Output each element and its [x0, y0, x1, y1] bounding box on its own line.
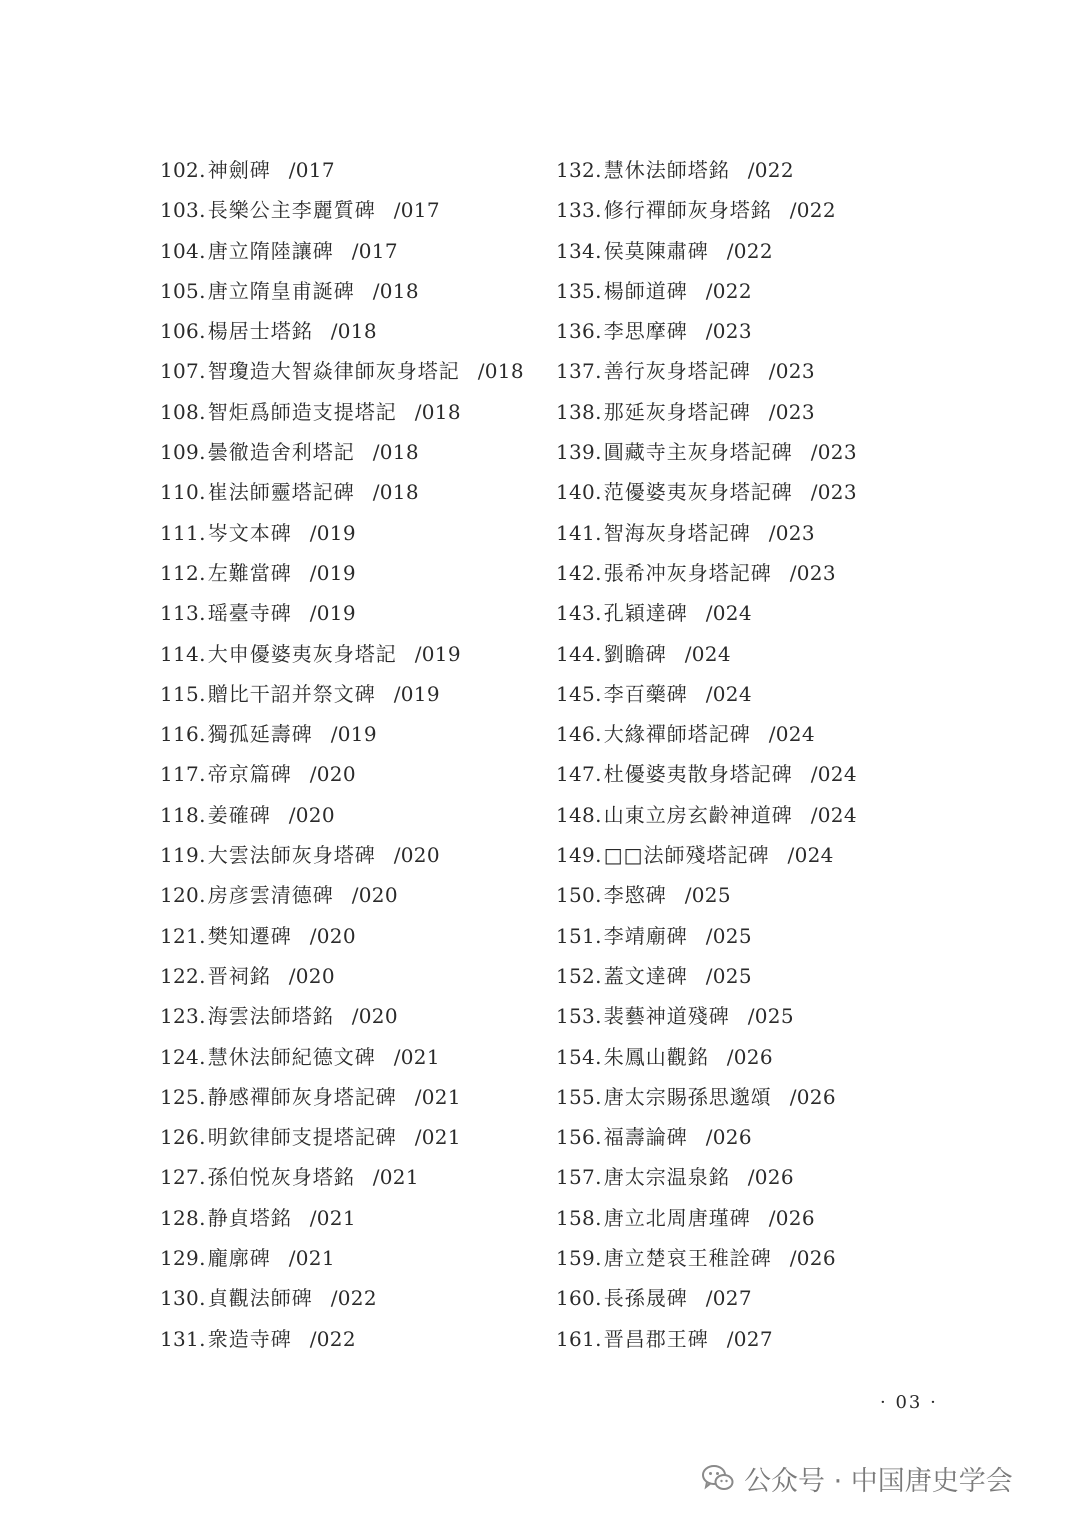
toc-entry	[556, 311, 857, 351]
entry-title: 姜確碑	[207, 802, 271, 827]
entry-number: 108.	[160, 399, 206, 424]
entry-page: /025	[705, 963, 752, 988]
toc-entry	[160, 875, 524, 915]
entry-number: 129.	[160, 1246, 206, 1271]
entry-page: /020	[393, 843, 440, 868]
entry-title: 帝京篇碑	[207, 762, 292, 787]
entry-number: 145.	[556, 681, 602, 706]
toc-entry	[160, 754, 524, 794]
entry-number: 148.	[556, 802, 602, 827]
entry-page: /027	[726, 1326, 773, 1351]
entry-number: 131.	[160, 1326, 206, 1351]
entry-title: 静感禪師灰身塔記碑	[207, 1084, 397, 1109]
entry-page: /025	[747, 1004, 794, 1029]
entry-title: 慧休法師紀德文碑	[207, 1044, 376, 1069]
toc-entry	[160, 674, 524, 714]
entry-number: 143.	[556, 601, 602, 626]
entry-title: 孔穎達碑	[603, 601, 688, 626]
toc-entry	[160, 1157, 524, 1197]
toc-entry	[556, 916, 857, 956]
entry-title: 山東立房玄齡神道碑	[603, 802, 793, 827]
entry-title: 善行灰身塔記碑	[603, 359, 751, 384]
entry-page: /023	[705, 319, 752, 344]
watermark-text: 公众号 · 中国唐史学会	[744, 1465, 1013, 1497]
toc-entry	[160, 1198, 524, 1238]
entry-number: 117.	[160, 762, 206, 787]
entry-page: /025	[705, 923, 752, 948]
entry-title: 楊師道碑	[603, 278, 688, 303]
toc-entry	[556, 634, 857, 674]
toc-entry	[556, 392, 857, 432]
entry-page: /026	[789, 1084, 836, 1109]
entry-number: 115.	[160, 681, 206, 706]
entry-title: 福壽論碑	[603, 1125, 688, 1150]
entry-title: □□法師殘塔記碑	[603, 843, 770, 868]
entry-title: 崔法師靈塔記碑	[207, 480, 355, 505]
entry-title: 大緣禪師塔記碑	[603, 722, 751, 747]
toc-entry	[160, 1278, 524, 1318]
toc-entry	[556, 754, 857, 794]
entry-page: /019	[309, 520, 356, 545]
entry-number: 122.	[160, 963, 206, 988]
toc-entry	[160, 472, 524, 512]
entry-number: 112.	[160, 560, 206, 585]
entry-page: /024	[768, 722, 815, 747]
toc-entry	[160, 1117, 524, 1157]
entry-title: 智海灰身塔記碑	[603, 520, 751, 545]
toc-entry	[556, 1037, 857, 1077]
entry-number: 113.	[160, 601, 206, 626]
entry-page: /026	[726, 1044, 773, 1069]
entry-title: 樊知遷碑	[207, 923, 292, 948]
toc-entry	[160, 553, 524, 593]
toc-entry	[160, 392, 524, 432]
entry-title: 贈比干詔并祭文碑	[207, 681, 376, 706]
entry-title: 慧休法師塔銘	[603, 158, 730, 182]
toc-entry	[556, 1077, 857, 1117]
entry-page: /022	[747, 158, 794, 182]
entry-number: 116.	[160, 722, 206, 747]
entry-title: 静貞塔銘	[207, 1205, 292, 1230]
entry-number: 127.	[160, 1165, 206, 1190]
entry-page: /023	[810, 480, 857, 505]
entry-number: 153.	[556, 1004, 602, 1029]
entry-number: 106.	[160, 319, 206, 344]
entry-number: 121.	[160, 923, 206, 948]
entry-page: /019	[330, 722, 377, 747]
entry-page: /019	[309, 601, 356, 626]
entry-title: 明欽律師支提塔記碑	[207, 1125, 397, 1150]
toc-entry	[556, 1198, 857, 1238]
entry-title: 李百藥碑	[603, 681, 688, 706]
entry-number: 133.	[556, 198, 602, 223]
toc-entry	[160, 634, 524, 674]
toc-right-column	[556, 150, 857, 1359]
entry-number: 151.	[556, 923, 602, 948]
toc-entry	[160, 351, 524, 391]
entry-page: /022	[309, 1326, 356, 1351]
entry-page: /024	[810, 762, 857, 787]
entry-page: /022	[705, 278, 752, 303]
entry-title: 衆造寺碑	[207, 1326, 292, 1351]
entry-page: /019	[393, 681, 440, 706]
entry-page: /024	[705, 681, 752, 706]
entry-page: /023	[810, 440, 857, 465]
entry-number: 157.	[556, 1165, 602, 1190]
entry-title: 唐立隋皇甫誕碑	[207, 278, 355, 303]
entry-title: 房彦雲清德碑	[207, 883, 334, 908]
entry-page: /018	[414, 399, 461, 424]
entry-page: /024	[705, 601, 752, 626]
toc-entry	[556, 714, 857, 754]
entry-number: 135.	[556, 278, 602, 303]
entry-number: 123.	[160, 1004, 206, 1029]
entry-page: /020	[351, 1004, 398, 1029]
entry-title: 瑶臺寺碑	[207, 601, 292, 626]
entry-number: 109.	[160, 440, 206, 465]
toc-entry	[160, 795, 524, 835]
entry-number: 154.	[556, 1044, 602, 1069]
entry-title: 杜優婆夷散身塔記碑	[603, 762, 793, 787]
entry-title: 唐太宗賜孫思邈頌	[603, 1084, 772, 1109]
entry-page: /018	[372, 480, 419, 505]
entry-page: /018	[330, 319, 377, 344]
toc-entry	[556, 1238, 857, 1278]
toc-entry	[160, 1319, 524, 1359]
entry-title: 修行禪師灰身塔銘	[603, 198, 772, 223]
entry-title: 李思摩碑	[603, 319, 688, 344]
entry-number: 144.	[556, 641, 602, 666]
entry-page: /021	[414, 1084, 461, 1109]
toc-entry	[160, 593, 524, 633]
entry-number: 137.	[556, 359, 602, 384]
toc-entry	[160, 311, 524, 351]
entry-number: 156.	[556, 1125, 602, 1150]
entry-number: 111.	[160, 520, 206, 545]
entry-page: /020	[309, 762, 356, 787]
toc-left-column	[160, 150, 524, 1359]
toc-entry	[556, 472, 857, 512]
entry-title: 唐立楚哀王稚詮碑	[603, 1246, 772, 1271]
toc-entry	[160, 150, 524, 190]
entry-page: /023	[768, 399, 815, 424]
entry-title: 大申優婆夷灰身塔記	[207, 641, 397, 666]
entry-title: 圓藏寺主灰身塔記碑	[603, 440, 793, 465]
entry-title: 孫伯悦灰身塔銘	[207, 1165, 355, 1190]
entry-title: 獨孤延壽碑	[207, 722, 313, 747]
entry-number: 146.	[556, 722, 602, 747]
entry-number: 114.	[160, 641, 206, 666]
toc-entry	[160, 956, 524, 996]
toc-entry	[556, 674, 857, 714]
toc-entry	[160, 1077, 524, 1117]
toc-entry	[556, 351, 857, 391]
entry-page: /017	[288, 158, 335, 182]
entry-number: 102.	[160, 158, 206, 182]
entry-number: 139.	[556, 440, 602, 465]
entry-page: /026	[705, 1125, 752, 1150]
entry-page: /026	[789, 1246, 836, 1271]
entry-number: 140.	[556, 480, 602, 505]
entry-page: /021	[288, 1246, 335, 1271]
toc-entry	[160, 714, 524, 754]
toc-entry	[160, 231, 524, 271]
entry-page: /021	[414, 1125, 461, 1150]
entry-page: /023	[789, 560, 836, 585]
entry-title: 蓋文達碑	[603, 963, 688, 988]
toc-entry	[556, 875, 857, 915]
toc-entry	[160, 835, 524, 875]
entry-page: /017	[393, 198, 440, 223]
toc-entry	[556, 835, 857, 875]
toc-entry	[556, 1117, 857, 1157]
toc-entry	[556, 1319, 857, 1359]
toc-entry	[556, 231, 857, 271]
entry-number: 104.	[160, 238, 206, 263]
page-number: · 03 ·	[880, 1392, 938, 1413]
entry-page: /022	[726, 238, 773, 263]
toc-entry	[556, 1157, 857, 1197]
entry-number: 132.	[556, 158, 602, 182]
entry-title: 那延灰身塔記碑	[603, 399, 751, 424]
entry-page: /024	[684, 641, 731, 666]
entry-page: /018	[372, 440, 419, 465]
entry-page: /018	[372, 278, 419, 303]
entry-number: 118.	[160, 802, 206, 827]
entry-page: /021	[393, 1044, 440, 1069]
entry-number: 125.	[160, 1084, 206, 1109]
entry-number: 149.	[556, 843, 602, 868]
entry-number: 152.	[556, 963, 602, 988]
toc-entry	[556, 150, 857, 190]
toc-entry	[556, 593, 857, 633]
entry-page: /025	[684, 883, 731, 908]
entry-page: /021	[372, 1165, 419, 1190]
toc-entry	[556, 190, 857, 230]
toc-entry	[556, 271, 857, 311]
entry-number: 147.	[556, 762, 602, 787]
entry-title: 大雲法師灰身塔碑	[207, 843, 376, 868]
entry-title: 龐廓碑	[207, 1246, 271, 1271]
entry-title: 貞觀法師碑	[207, 1286, 313, 1311]
entry-page: /021	[309, 1205, 356, 1230]
entry-page: /026	[747, 1165, 794, 1190]
entry-number: 136.	[556, 319, 602, 344]
entry-number: 161.	[556, 1326, 602, 1351]
entry-page: /024	[787, 843, 834, 868]
entry-title: 唐立隋陸讓碑	[207, 238, 334, 263]
toc-entry	[160, 432, 524, 472]
entry-page: /026	[768, 1205, 815, 1230]
entry-number: 124.	[160, 1044, 206, 1069]
entry-number: 105.	[160, 278, 206, 303]
entry-title: 侯莫陳肅碑	[603, 238, 709, 263]
entry-title: 朱鳳山觀銘	[603, 1044, 709, 1069]
entry-page: /022	[789, 198, 836, 223]
entry-number: 110.	[160, 480, 206, 505]
entry-page: /020	[288, 963, 335, 988]
entry-title: 張希冲灰身塔記碑	[603, 560, 772, 585]
entry-title: 劉瞻碑	[603, 641, 667, 666]
toc-entry	[556, 996, 857, 1036]
entry-title: 范優婆夷灰身塔記碑	[603, 480, 793, 505]
toc-entry	[160, 916, 524, 956]
entry-page: /020	[288, 802, 335, 827]
entry-number: 119.	[160, 843, 206, 868]
entry-page: /017	[351, 238, 398, 263]
entry-number: 107.	[160, 359, 206, 384]
entry-title: 左難當碑	[207, 560, 292, 585]
entry-number: 155.	[556, 1084, 602, 1109]
entry-title: 晋祠銘	[207, 963, 271, 988]
toc-entry	[556, 553, 857, 593]
entry-number: 160.	[556, 1286, 602, 1311]
watermark	[702, 1456, 1013, 1500]
entry-number: 120.	[160, 883, 206, 908]
entry-number: 142.	[556, 560, 602, 585]
entry-number: 126.	[160, 1125, 206, 1150]
entry-number: 141.	[556, 520, 602, 545]
entry-number: 150.	[556, 883, 602, 908]
toc-entry	[160, 271, 524, 311]
entry-title: 長樂公主李麗質碑	[207, 198, 376, 223]
entry-page: /022	[330, 1286, 377, 1311]
entry-title: 李愍碑	[603, 883, 667, 908]
toc-entry	[160, 996, 524, 1036]
entry-page: /020	[309, 923, 356, 948]
entry-title: 海雲法師塔銘	[207, 1004, 334, 1029]
entry-number: 130.	[160, 1286, 206, 1311]
wechat-icon	[702, 1464, 734, 1492]
entry-title: 曇徹造舍利塔記	[207, 440, 355, 465]
entry-title: 唐立北周唐瑾碑	[603, 1205, 751, 1230]
entry-title: 智瓊造大智焱律師灰身塔記	[207, 359, 460, 384]
entry-title: 楊居士塔銘	[207, 319, 313, 344]
entry-page: /020	[351, 883, 398, 908]
toc-entry	[556, 1278, 857, 1318]
entry-page: /027	[705, 1286, 752, 1311]
entry-title: 晋昌郡王碑	[603, 1326, 709, 1351]
entry-number: 138.	[556, 399, 602, 424]
entry-title: 唐太宗温泉銘	[603, 1165, 730, 1190]
entry-title: 裴藝神道殘碑	[603, 1004, 730, 1029]
toc-entry	[160, 1238, 524, 1278]
entry-number: 134.	[556, 238, 602, 263]
toc-entry	[556, 795, 857, 835]
entry-title: 長孫晟碑	[603, 1286, 688, 1311]
toc-entry	[160, 190, 524, 230]
toc-entry	[160, 513, 524, 553]
entry-number: 159.	[556, 1246, 602, 1271]
entry-number: 128.	[160, 1205, 206, 1230]
entry-title: 岑文本碑	[207, 520, 292, 545]
entry-title: 李靖廟碑	[603, 923, 688, 948]
entry-page: /019	[309, 560, 356, 585]
toc-entry	[556, 956, 857, 996]
entry-page: /023	[768, 359, 815, 384]
entry-page: /018	[477, 359, 524, 384]
entry-page: /019	[414, 641, 461, 666]
toc-entry	[160, 1037, 524, 1077]
entry-page: /024	[810, 802, 857, 827]
entry-title: 神劍碑	[207, 158, 271, 182]
entry-number: 103.	[160, 198, 206, 223]
entry-page: /023	[768, 520, 815, 545]
toc-entry	[556, 513, 857, 553]
toc-entry	[556, 432, 857, 472]
entry-title: 智炬爲師造支提塔記	[207, 399, 397, 424]
entry-number: 158.	[556, 1205, 602, 1230]
